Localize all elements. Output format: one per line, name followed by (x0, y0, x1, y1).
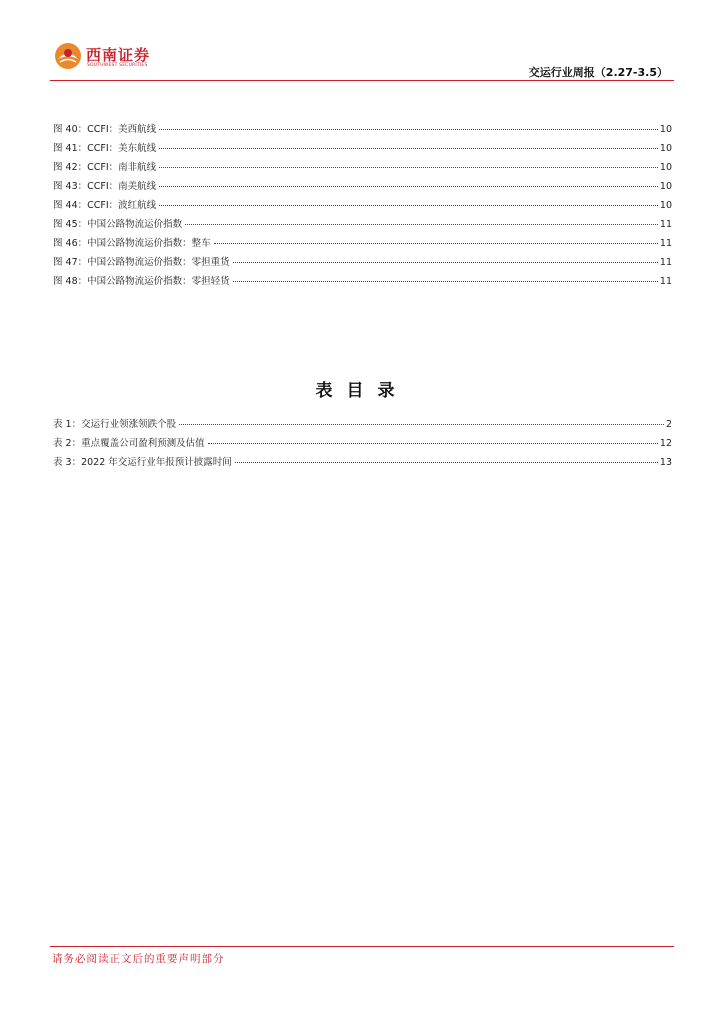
toc-entry-page: 10 (659, 143, 672, 154)
toc-entry-page: 11 (659, 276, 672, 287)
toc-entry-label: 图 42：CCFI：南非航线 (53, 162, 157, 173)
toc-entry-label: 表 3：2022 年交运行业年报预计披露时间 (53, 457, 232, 468)
logo-english-text: SOUTHWEST SECURITIES (87, 63, 148, 68)
toc-entry-page: 12 (659, 438, 672, 449)
toc-leader-dots (235, 462, 658, 463)
toc-entry[interactable] (53, 435, 672, 454)
footer-divider (50, 946, 674, 947)
toc-entry[interactable] (53, 216, 672, 235)
toc-leader-dots (159, 167, 658, 168)
toc-entry-label: 图 43：CCFI：南美航线 (53, 181, 157, 192)
toc-entry-page: 10 (659, 162, 672, 173)
page-header (0, 0, 724, 82)
toc-entry-page: 2 (665, 419, 672, 430)
toc-entry[interactable] (53, 273, 672, 292)
toc-entry-page: 10 (659, 181, 672, 192)
toc-entry[interactable] (53, 254, 672, 273)
toc-entry-page: 10 (659, 124, 672, 135)
toc-leader-dots (159, 186, 658, 187)
company-logo (54, 42, 174, 74)
toc-entry-label: 图 47：中国公路物流运价指数：零担重货 (53, 257, 230, 268)
figure-toc-list (53, 121, 672, 292)
report-title: 交运行业周报（2.27-3.5） (528, 66, 668, 79)
toc-entry[interactable] (53, 121, 672, 140)
table-toc-heading: 表目录 (315, 381, 409, 401)
toc-entry-label: 图 44：CCFI：波红航线 (53, 200, 157, 211)
toc-entry[interactable] (53, 140, 672, 159)
toc-entry-page: 13 (659, 457, 672, 468)
toc-entry-page: 10 (659, 200, 672, 211)
toc-entry[interactable] (53, 416, 672, 435)
toc-entry-label: 表 1：交运行业领涨领跌个股 (53, 419, 177, 430)
toc-leader-dots (233, 281, 658, 282)
table-toc-list (53, 416, 672, 473)
toc-leader-dots (233, 262, 658, 263)
toc-leader-dots (214, 243, 658, 244)
logo-chinese-text: 西南证券 (86, 46, 151, 64)
toc-leader-dots (185, 224, 658, 225)
toc-entry-label: 图 45：中国公路物流运价指数 (53, 219, 183, 230)
toc-leader-dots (208, 443, 658, 444)
logo-emblem-icon (54, 42, 82, 70)
toc-entry[interactable] (53, 159, 672, 178)
toc-entry-label: 表 2：重点覆盖公司盈利预测及估值 (53, 438, 205, 449)
toc-entry-label: 图 48：中国公路物流运价指数：零担轻货 (53, 276, 230, 287)
toc-entry-label: 图 41：CCFI：美东航线 (53, 143, 157, 154)
toc-entry[interactable] (53, 197, 672, 216)
toc-entry[interactable] (53, 235, 672, 254)
toc-entry[interactable] (53, 178, 672, 197)
toc-entry-page: 11 (659, 238, 672, 249)
toc-entry[interactable] (53, 454, 672, 473)
toc-entry-page: 11 (659, 219, 672, 230)
disclaimer-note: 请务必阅读正文后的重要声明部分 (52, 953, 225, 965)
toc-entry-page: 11 (659, 257, 672, 268)
toc-entry-label: 图 46：中国公路物流运价指数：整车 (53, 238, 211, 249)
toc-leader-dots (159, 129, 658, 130)
toc-entry-label: 图 40：CCFI：美西航线 (53, 124, 157, 135)
toc-leader-dots (179, 424, 664, 425)
toc-leader-dots (159, 205, 658, 206)
header-divider (50, 80, 674, 81)
toc-leader-dots (159, 148, 658, 149)
